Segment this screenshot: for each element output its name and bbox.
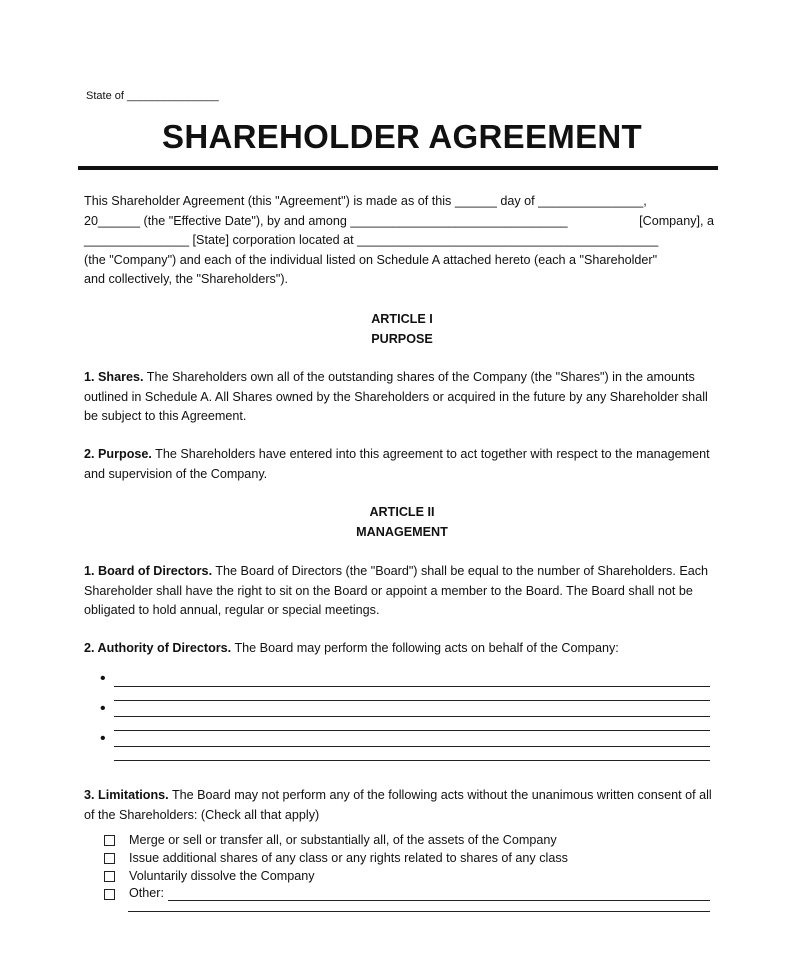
authority-bullet-list [100,670,710,768]
bullet-icon: • [100,730,106,747]
checkbox[interactable] [104,835,115,846]
other-blank-line-2[interactable] [128,903,710,912]
blank-line[interactable] [114,746,710,747]
article-1-title: PURPOSE [371,331,433,346]
intro-line-2 [84,212,714,232]
checklist-item-other [104,885,710,903]
article-2-heading [0,503,804,542]
intro-line-2-right: [Company], a [639,213,714,228]
article-1-number: ARTICLE I [371,312,433,326]
section-purpose-label: 2. Purpose. [84,447,152,461]
section-board-label: 1. Board of Directors. [84,564,213,578]
section-limitations [84,786,714,825]
section-purpose [84,445,714,484]
limitations-checklist [104,832,710,912]
authority-bullet-item [100,670,710,708]
blank-line[interactable] [114,760,710,761]
authority-bullet-item [100,700,710,738]
checkbox[interactable] [104,871,115,882]
article-2-title: MANAGEMENT [356,524,448,539]
intro-line-1: This Shareholder Agreement (this "Agreement") is made as of this ______ day of _______________, [84,194,647,208]
checklist-item-label: Other: [129,886,164,901]
article-2-number: ARTICLE II [369,505,435,519]
checklist-item [104,832,710,850]
section-shares-text: The Shareholders own all of the outstanding shares of the Company (the "Shares") in the amounts outlined in Schedule A. All Shares owned by the Shareholders or acquired in the future by any Shareholder shall be subject to this Agreement. [84,370,708,423]
section-authority-text: The Board may perform the following acts on behalf of the Company: [234,641,619,655]
bullet-icon: • [100,700,106,717]
blank-line[interactable] [114,700,710,701]
section-shares-label: 1. Shares. [84,370,144,384]
intro-line-5: and collectively, the "Shareholders"). [84,272,289,286]
title-rule [78,166,718,170]
checkbox[interactable] [104,889,115,900]
blank-line[interactable] [114,686,710,687]
section-authority-of-directors [84,639,714,659]
intro-paragraph [84,192,714,290]
section-limitations-text: The Board may not perform any of the following acts without the unanimous written consent of all of the Shareholders: (Check all that apply) [84,788,712,822]
authority-bullet-item [100,730,710,768]
checkbox[interactable] [104,853,115,864]
section-authority-label: 2. Authority of Directors. [84,641,232,655]
checklist-item-label: Merge or sell or transfer all, or substantially all, of the assets of the Company [129,833,557,847]
intro-line-2-left: 20______ (the "Effective Date"), by and among _______________________________ [84,213,568,228]
intro-line-3: _______________ [State] corporation located at ___________________________________________ [84,233,659,247]
state-of-field: State of _______________ [86,90,219,102]
article-1-heading [0,310,804,349]
section-purpose-text: The Shareholders have entered into this agreement to act together with respect to the management and supervision of the Company. [84,447,710,481]
checklist-item-label: Voluntarily dissolve the Company [129,868,315,883]
blank-line[interactable] [114,716,710,717]
section-board-of-directors [84,562,714,621]
checklist-item [104,850,710,868]
section-limitations-label: 3. Limitations. [84,788,169,802]
blank-line[interactable] [114,730,710,731]
section-board-text: The Board of Directors (the "Board") shall be equal to the number of Shareholders. Each Shareholder shall have the right to sit on the Board or appoint a member to the Board. The Board shall not be obligated to hold annual, regular or special meetings. [84,564,709,617]
other-blank-line[interactable] [168,888,710,901]
checklist-item-label: Issue additional shares of any class or any rights related to shares of any class [129,850,568,865]
document-title: SHAREHOLDER AGREEMENT [162,118,642,155]
bullet-icon: • [100,670,106,687]
section-shares [84,368,714,427]
intro-line-4: (the "Company") and each of the individual listed on Schedule A attached hereto (each a "Shareholder" [84,252,658,267]
checklist-item [104,868,710,886]
